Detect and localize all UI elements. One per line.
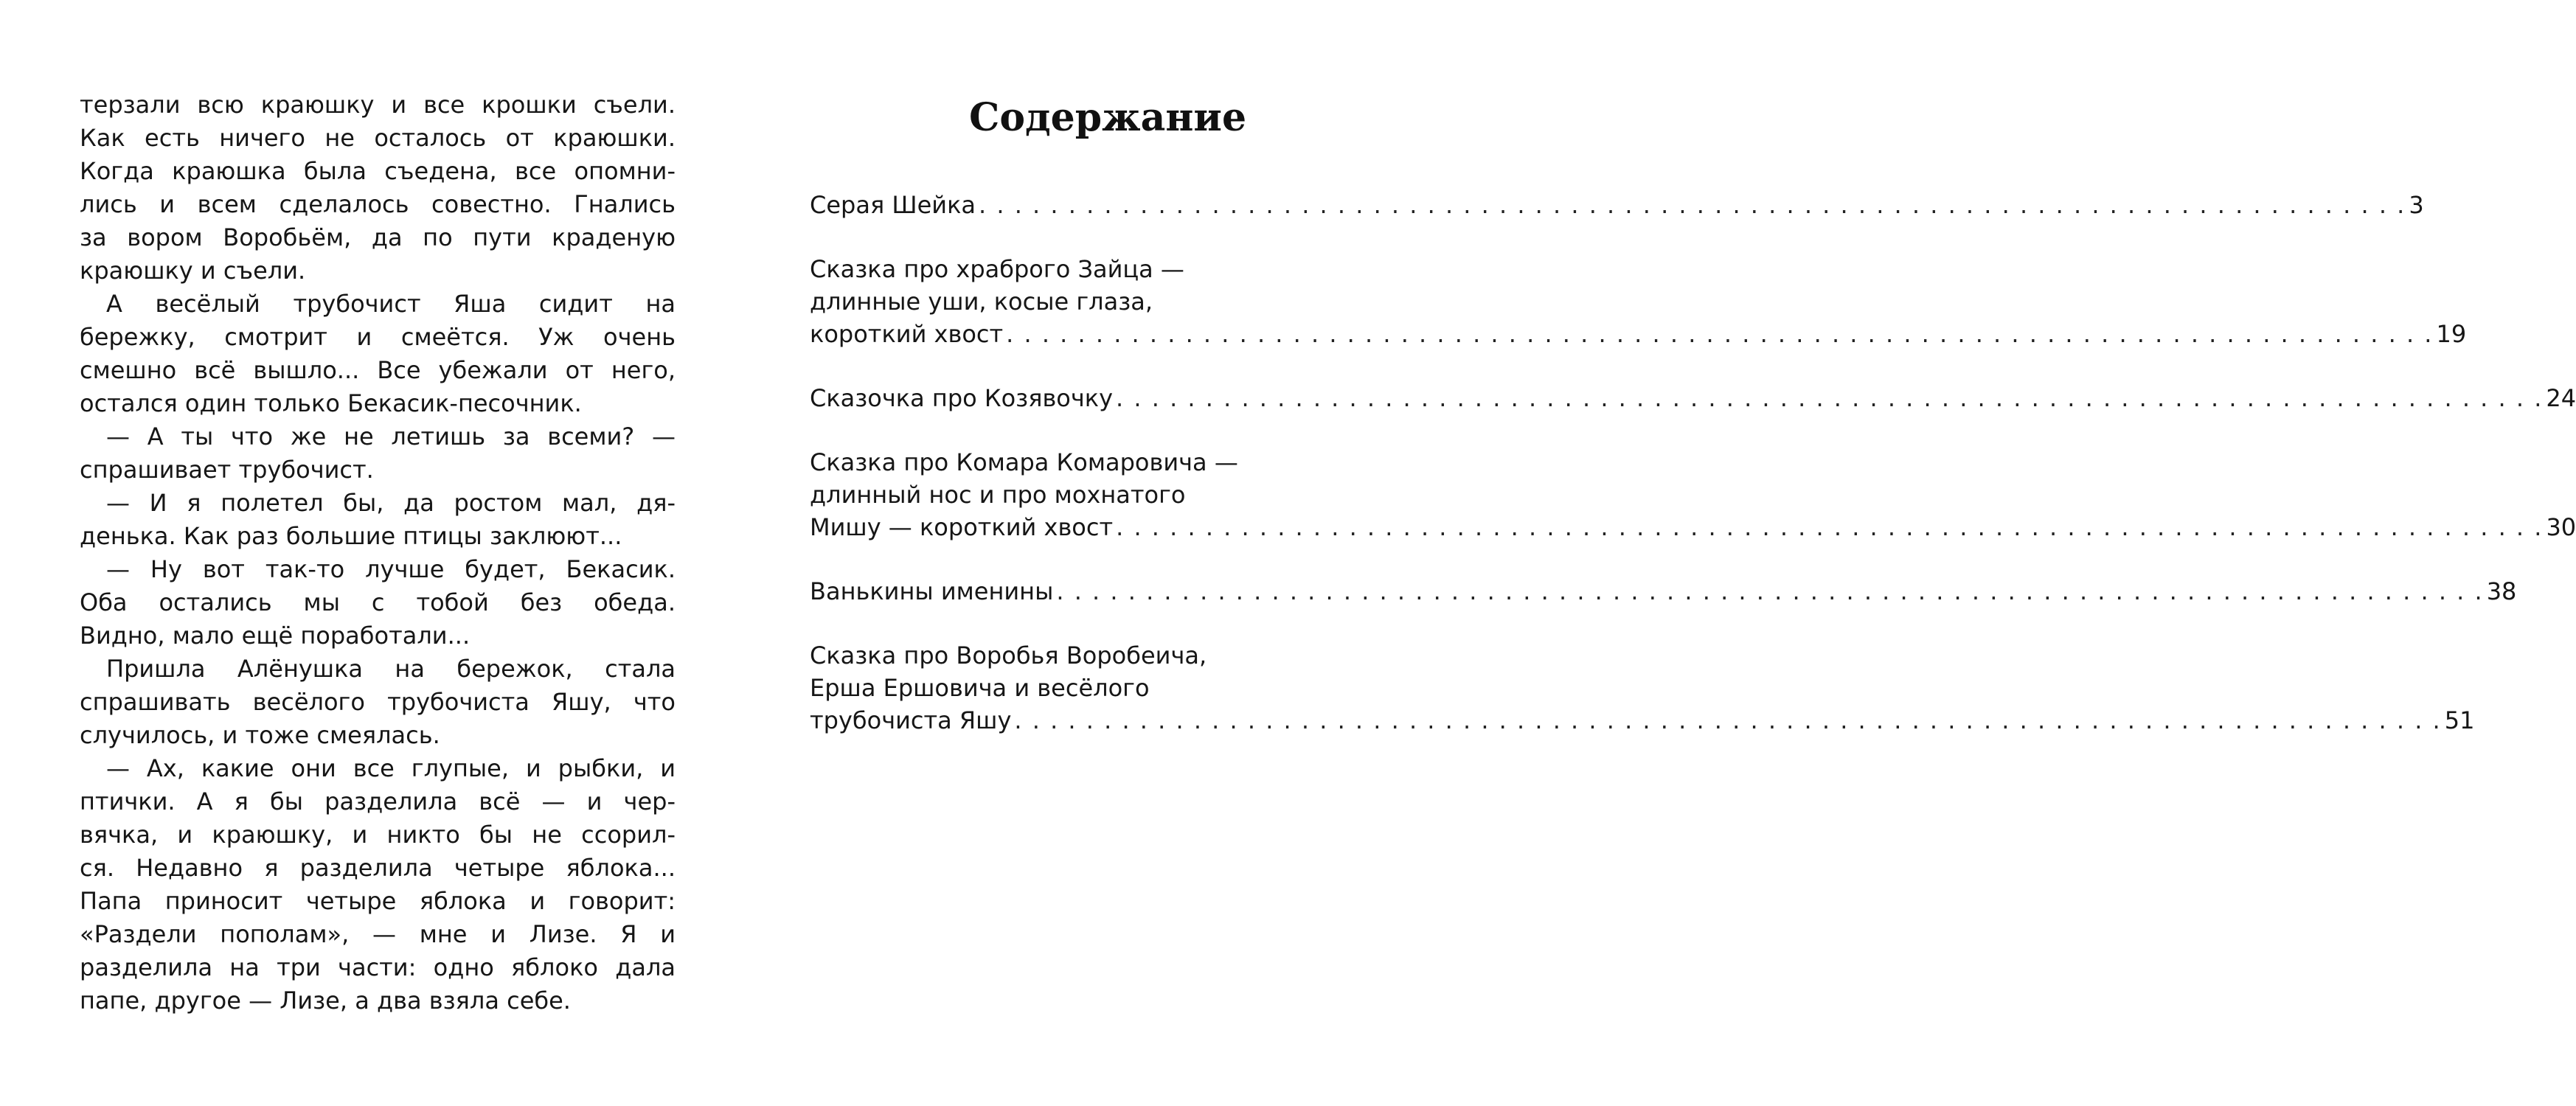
- story-line: Видно, мало ещё поработали...: [80, 622, 471, 650]
- story-line: спрашивать весёлого трубочиста Яшу, что: [80, 688, 676, 716]
- story-line: остался один только Бекасик-песочник.: [80, 389, 582, 417]
- toc-entry[interactable]: [810, 639, 2475, 737]
- story-line: птички. А я бы разделила всё — и чер-: [80, 787, 676, 815]
- story-line: лись и всем сделалось совестно. Гнались: [80, 190, 676, 218]
- toc-entry-title: Сказка про Воробья Воробеича,: [810, 641, 1207, 669]
- toc-entry-title: Сказка про Комара Комаровича —: [810, 448, 1238, 476]
- story-line: Оба остались мы с тобой без обеда.: [80, 588, 676, 616]
- toc-page-number: 19: [2436, 320, 2467, 348]
- story-line: папе, другое — Лизе, а два взяла себе.: [80, 987, 571, 1015]
- story-line: денька. Как раз большие птицы заклюют...: [80, 522, 622, 550]
- story-line: Когда краюшка была съедена, все опомни-: [80, 157, 676, 185]
- story-page: [80, 88, 676, 1018]
- story-line: случилось, и тоже смеялась.: [80, 721, 440, 749]
- story-line: спрашивает трубочист.: [80, 456, 374, 484]
- dot-leader: . . . . . . . . . . . . . . . . . . . . . . . . . . . . . . . . . . . . . . . . . . . . . . . . . . . . . . . . . . . . . . . . . . . . . . . . . . . . . . . .: [1116, 513, 2544, 541]
- toc-entry-title: короткий хвост: [810, 320, 1004, 348]
- dot-leader: . . . . . . . . . . . . . . . . . . . . . . . . . . . . . . . . . . . . . . . . . . . . . . . . . . . . . . . . . . . . . . . . . . . . . . . . . . . . . . . .: [979, 191, 2406, 219]
- toc-entry-title: Сказка про храброго Зайца —: [810, 255, 1184, 283]
- toc-page-number: 24: [2546, 384, 2576, 412]
- story-line: — Ну вот так-то лучше будет, Бекасик.: [106, 555, 676, 583]
- toc-entry[interactable]: [810, 575, 2517, 608]
- toc-entry-title: Ерша Ершовича и весёлого: [810, 674, 1150, 702]
- story-line: Пришла Алёнушка на бережок, стала: [106, 655, 676, 683]
- story-line: разделила на три части: одно яблоко дала: [80, 953, 676, 981]
- story-line: краюшку и съели.: [80, 257, 306, 285]
- story-line: «Раздели пополам», — мне и Лизе. Я и: [80, 920, 676, 948]
- toc-entry[interactable]: [810, 382, 2576, 414]
- story-line: — И я полетел бы, да ростом мал, дя-: [106, 489, 676, 517]
- story-line: ся. Недавно я разделила четыре яблока...: [80, 854, 676, 882]
- toc-entry[interactable]: [810, 189, 2424, 221]
- toc-page-number: 51: [2444, 706, 2475, 734]
- contents-title: Содержание: [968, 95, 1247, 140]
- toc-entry[interactable]: [810, 446, 2576, 543]
- toc-entry[interactable]: [810, 253, 2467, 350]
- toc-entry-title: длинные уши, косые глаза,: [810, 288, 1153, 316]
- toc-entry-title: Мишу — короткий хвост: [810, 513, 1114, 541]
- story-line: вячка, и краюшку, и никто бы не ссорил-: [80, 821, 676, 849]
- dot-leader: . . . . . . . . . . . . . . . . . . . . . . . . . . . . . . . . . . . . . . . . . . . . . . . . . . . . . . . . . . . . . . . . . . . . . . . . . . . . . . . .: [1056, 577, 2484, 605]
- dot-leader: . . . . . . . . . . . . . . . . . . . . . . . . . . . . . . . . . . . . . . . . . . . . . . . . . . . . . . . . . . . . . . . . . . . . . . . . . . . . . . . .: [1116, 384, 2544, 412]
- dot-leader: . . . . . . . . . . . . . . . . . . . . . . . . . . . . . . . . . . . . . . . . . . . . . . . . . . . . . . . . . . . . . . . . . . . . . . . . . . . . . . . .: [1006, 320, 2434, 348]
- story-line: смешно всё вышло... Все убежали от него,: [80, 356, 676, 384]
- toc-page-number: 38: [2486, 577, 2517, 605]
- toc-entry-title: Серая Шейка: [810, 191, 976, 219]
- story-line: А весёлый трубочист Яша сидит на: [106, 290, 676, 318]
- toc-entry-title: Ванькины именины: [810, 577, 1054, 605]
- story-line: Папа приносит четыре яблока и говорит:: [80, 887, 676, 915]
- toc-page-number: 30: [2546, 513, 2576, 541]
- dot-leader: . . . . . . . . . . . . . . . . . . . . . . . . . . . . . . . . . . . . . . . . . . . . . . . . . . . . . . . . . . . . . . . . . . . . . . . . . . . . . . . .: [1014, 706, 2442, 734]
- toc-entry-title: длинный нос и про мохнатого: [810, 481, 1186, 509]
- toc-entry-title: Сказочка про Козявочку: [810, 384, 1114, 412]
- toc-page-number: 3: [2409, 191, 2424, 219]
- story-line: — А ты что же не летишь за всеми? —: [106, 422, 676, 451]
- story-line: — Ах, какие они все глупые, и рыбки, и: [106, 754, 676, 782]
- story-line: за вором Воробьём, да по пути краденую: [80, 223, 676, 251]
- story-line: бережку, смотрит и смеётся. Уж очень: [80, 323, 676, 351]
- contents-page: [810, 88, 2576, 768]
- toc-entry-title: трубочиста Яшу: [810, 706, 1012, 734]
- story-line: терзали всю краюшку и все крошки съели.: [80, 91, 676, 119]
- story-line: Как есть ничего не осталось от краюшки.: [80, 124, 676, 152]
